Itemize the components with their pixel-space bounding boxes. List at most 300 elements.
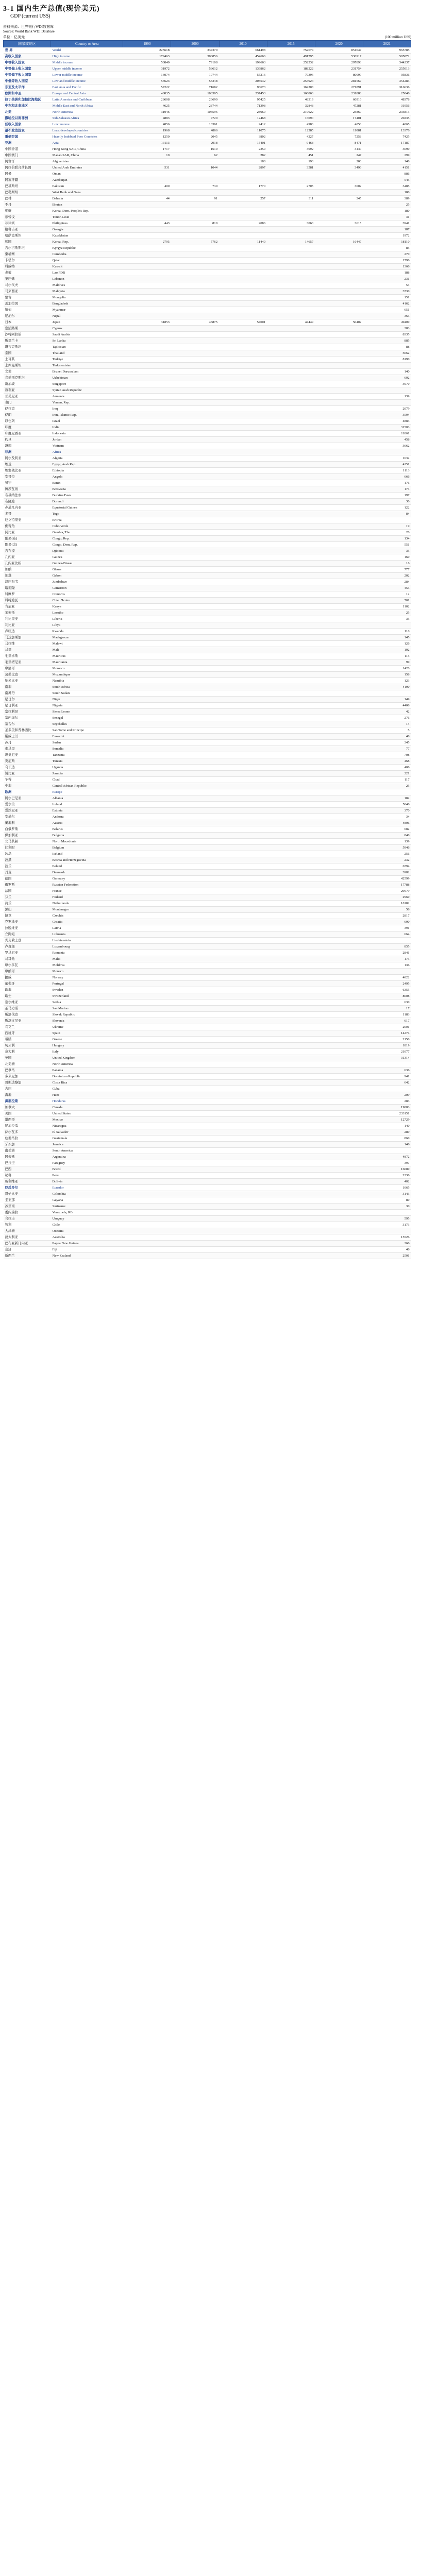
- gdp-value-cell: [171, 833, 219, 839]
- gdp-value-cell: [171, 573, 219, 579]
- gdp-value-cell: [315, 1179, 363, 1185]
- table-row: [4, 629, 411, 635]
- gdp-value-cell: [171, 962, 219, 969]
- gdp-value-cell: [123, 1105, 171, 1111]
- gdp-value-cell: [267, 697, 315, 703]
- table-row: [4, 802, 411, 808]
- table-row: [4, 684, 411, 690]
- country-name-en: Congo, Rep.: [51, 536, 123, 542]
- gdp-value-cell: [171, 999, 219, 1006]
- gdp-value-cell: [219, 214, 267, 221]
- gdp-value-cell: 31853: [123, 319, 171, 326]
- country-name-cn: 阿根廷: [4, 1154, 51, 1160]
- table-row: [4, 585, 411, 591]
- gdp-value-cell: [315, 1105, 363, 1111]
- gdp-value-cell: [315, 1166, 363, 1173]
- gdp-value-cell: [315, 1253, 363, 1259]
- gdp-value-cell: [267, 826, 315, 833]
- gdp-value-cell: [267, 1234, 315, 1241]
- gdp-value-cell: [219, 227, 267, 233]
- gdp-value-cell: [219, 1142, 267, 1148]
- country-name-cn: 西班牙: [4, 1030, 51, 1037]
- country-name-en: Nicaragua: [51, 1123, 123, 1129]
- gdp-value-cell: [315, 826, 363, 833]
- gdp-value-cell: [123, 987, 171, 993]
- gdp-value-cell: [315, 437, 363, 443]
- gdp-value-cell: 3485: [363, 183, 411, 190]
- country-name-cn: 利比里亚: [4, 616, 51, 622]
- gdp-value-cell: [171, 480, 219, 486]
- gdp-value-cell: [171, 956, 219, 962]
- gdp-value-cell: [219, 808, 267, 814]
- gdp-value-cell: [171, 894, 219, 901]
- table-row: [4, 103, 411, 109]
- gdp-value-cell: 53612: [171, 66, 219, 72]
- gdp-value-cell: 3594: [363, 412, 411, 418]
- gdp-value-cell: 337370: [171, 47, 219, 54]
- header-cell: 2020: [315, 41, 363, 47]
- table-row: [4, 1197, 411, 1204]
- country-name-en: Argentina: [51, 1154, 123, 1160]
- gdp-value-cell: [219, 1234, 267, 1241]
- country-name-en: Nigeria: [51, 703, 123, 709]
- table-row: [4, 703, 411, 709]
- gdp-value-cell: [267, 876, 315, 882]
- country-name-cn: 伊朗: [4, 412, 51, 418]
- gdp-value-cell: [123, 412, 171, 418]
- gdp-value-cell: 160: [363, 554, 411, 561]
- gdp-value-cell: [123, 251, 171, 258]
- gdp-value-cell: [123, 1191, 171, 1197]
- country-name-en: Moldova: [51, 962, 123, 969]
- gdp-value-cell: [171, 659, 219, 666]
- gdp-value-cell: [267, 1166, 315, 1173]
- gdp-value-cell: 3730: [363, 289, 411, 295]
- country-name-cn: 圣马力诺: [4, 1006, 51, 1012]
- gdp-value-cell: [315, 839, 363, 845]
- gdp-value-cell: [315, 1129, 363, 1136]
- gdp-value-cell: [171, 1216, 219, 1222]
- gdp-value-cell: [123, 536, 171, 542]
- gdp-value-cell: [267, 548, 315, 554]
- gdp-value-cell: 136: [363, 962, 411, 969]
- country-name-cn: 斐济: [4, 1247, 51, 1253]
- gdp-value-cell: [123, 554, 171, 561]
- gdp-value-cell: [171, 455, 219, 462]
- gdp-value-cell: [219, 301, 267, 307]
- table-row: [4, 418, 411, 425]
- gdp-value-cell: [219, 863, 267, 870]
- gdp-value-cell: [267, 381, 315, 387]
- gdp-value-cell: [315, 746, 363, 752]
- table-row: [4, 1228, 411, 1234]
- country-name-en: Ecuador: [51, 1185, 123, 1191]
- country-name-en: Mali: [51, 647, 123, 653]
- country-name-en: Czechia: [51, 913, 123, 919]
- gdp-value-cell: 3496: [315, 165, 363, 171]
- gdp-value-cell: [123, 276, 171, 282]
- gdp-value-cell: 166866: [267, 91, 315, 97]
- gdp-value-cell: [267, 369, 315, 375]
- gdp-value-cell: 231: [363, 276, 411, 282]
- table-row: [4, 134, 411, 140]
- gdp-value-cell: [219, 1222, 267, 1228]
- gdp-value-cell: 149: [363, 697, 411, 703]
- gdp-value-cell: [315, 214, 363, 221]
- gdp-value-cell: [267, 517, 315, 523]
- country-name-cn: 洪都拉斯: [4, 1098, 51, 1105]
- gdp-value-cell: [219, 406, 267, 412]
- country-name-en: Lower middle income: [51, 72, 123, 78]
- table-row: [4, 845, 411, 851]
- country-name-cn: 圣多美和普林西比: [4, 727, 51, 734]
- gdp-value-cell: [315, 697, 363, 703]
- table-row: [4, 888, 411, 894]
- country-name-cn: 多哥: [4, 511, 51, 517]
- country-name-en: Singapore: [51, 381, 123, 387]
- gdp-value-cell: [219, 1185, 267, 1191]
- gdp-value-cell: 2817: [363, 913, 411, 919]
- gdp-value-cell: [315, 1241, 363, 1247]
- gdp-value-cell: [123, 338, 171, 344]
- gdp-value-cell: 99: [363, 659, 411, 666]
- table-row: [4, 1154, 411, 1160]
- gdp-value-cell: [171, 418, 219, 425]
- gdp-value-cell: 3063: [267, 221, 315, 227]
- table-row: [4, 536, 411, 542]
- gdp-value-cell: 4822: [363, 975, 411, 981]
- country-name-cn: 高收入国家: [4, 54, 51, 60]
- country-name-en: Pakistan: [51, 183, 123, 190]
- gdp-value-cell: [315, 795, 363, 802]
- gdp-value-cell: [171, 622, 219, 629]
- table-row: [4, 548, 411, 554]
- table-row: [4, 950, 411, 956]
- gdp-value-cell: [267, 313, 315, 319]
- country-name-cn: 比利时: [4, 845, 51, 851]
- gdp-value-cell: [267, 573, 315, 579]
- gdp-value-cell: [219, 1253, 267, 1259]
- gdp-value-cell: 54: [363, 282, 411, 289]
- gdp-value-cell: [315, 833, 363, 839]
- gdp-value-cell: 7258: [315, 134, 363, 140]
- gdp-value-cell: 8471: [315, 140, 363, 146]
- gdp-value-cell: [267, 715, 315, 721]
- gdp-value-cell: 2501: [363, 1253, 411, 1259]
- country-name-cn: 多米尼加: [4, 1074, 51, 1080]
- country-name-cn: 巴西: [4, 1166, 51, 1173]
- gdp-value-cell: [123, 1061, 171, 1067]
- gdp-value-cell: [123, 1154, 171, 1160]
- gdp-value-cell: [267, 969, 315, 975]
- country-name-en: Belgium: [51, 845, 123, 851]
- gdp-value-cell: [123, 400, 171, 406]
- country-name-en: Somalia: [51, 746, 123, 752]
- table-row: [4, 437, 411, 443]
- gdp-value-cell: [219, 956, 267, 962]
- table-row: [4, 264, 411, 270]
- gdp-value-cell: [171, 1061, 219, 1067]
- table-row: [4, 1061, 411, 1067]
- gdp-value-cell: [219, 907, 267, 913]
- gdp-value-cell: 48: [363, 734, 411, 740]
- gdp-value-cell: 344237: [363, 60, 411, 66]
- gdp-value-cell: [171, 1006, 219, 1012]
- country-name-en: Liechtenstein: [51, 938, 123, 944]
- gdp-value-cell: [219, 523, 267, 530]
- gdp-value-cell: [267, 833, 315, 839]
- table-row: [4, 1074, 411, 1080]
- gdp-value-cell: [171, 1241, 219, 1247]
- gdp-value-cell: [363, 400, 411, 406]
- gdp-value-cell: [171, 437, 219, 443]
- gdp-value-cell: [267, 783, 315, 789]
- country-name-en: Lao PDR: [51, 270, 123, 276]
- gdp-value-cell: [267, 1173, 315, 1179]
- gdp-value-cell: [267, 604, 315, 610]
- country-name-en: Cabo Verde: [51, 523, 123, 530]
- gdp-value-cell: [123, 826, 171, 833]
- gdp-value-cell: [315, 233, 363, 239]
- gdp-value-cell: [123, 295, 171, 301]
- gdp-value-cell: [315, 1160, 363, 1166]
- gdp-value-cell: 692: [363, 375, 411, 381]
- gdp-value-cell: 2001: [363, 1024, 411, 1030]
- country-name-cn: 挪威: [4, 975, 51, 981]
- country-name-en: Russian Federation: [51, 882, 123, 888]
- table-row: [4, 60, 411, 66]
- country-name-cn: 约旦: [4, 437, 51, 443]
- table-row: [4, 301, 411, 307]
- gdp-value-cell: [123, 870, 171, 876]
- gdp-value-cell: [219, 1123, 267, 1129]
- country-name-en: Panama: [51, 1067, 123, 1074]
- country-name-cn: 安哥拉: [4, 474, 51, 480]
- gdp-value-cell: 25: [363, 783, 411, 789]
- table-row: [4, 1173, 411, 1179]
- country-name-cn: 北马其顿: [4, 839, 51, 845]
- table-row: [4, 400, 411, 406]
- gdp-value-cell: [219, 894, 267, 901]
- gdp-value-cell: [315, 857, 363, 863]
- country-name-en: Low income: [51, 122, 123, 128]
- gdp-value-cell: 231888: [315, 91, 363, 97]
- gdp-value-cell: [219, 412, 267, 418]
- country-name-en: Sao Tome and Principe: [51, 727, 123, 734]
- gdp-value-cell: [219, 264, 267, 270]
- table-title-cn: 3-1 国内生产总值(现价美元): [3, 5, 100, 13]
- unit-row: [3, 35, 411, 40]
- country-name-en: Senegal: [51, 715, 123, 721]
- gdp-value-cell: [315, 635, 363, 641]
- gdp-value-cell: [315, 548, 363, 554]
- country-name-en: Jamaica: [51, 1142, 123, 1148]
- gdp-value-cell: 35: [363, 616, 411, 622]
- gdp-value-cell: [171, 734, 219, 740]
- gdp-value-cell: [267, 944, 315, 950]
- gdp-value-cell: [219, 1012, 267, 1018]
- gdp-value-cell: [315, 375, 363, 381]
- gdp-value-cell: [171, 758, 219, 765]
- gdp-value-cell: [171, 270, 219, 276]
- table-row: [4, 863, 411, 870]
- gdp-value-cell: [219, 443, 267, 449]
- gdp-value-cell: [267, 635, 315, 641]
- gdp-value-cell: [171, 1012, 219, 1018]
- gdp-value-cell: [171, 289, 219, 295]
- country-name-en: Germany: [51, 876, 123, 882]
- country-name-en: Kyrgyz Republic: [51, 245, 123, 251]
- gdp-value-cell: [267, 542, 315, 548]
- country-name-en: Algeria: [51, 455, 123, 462]
- gdp-value-cell: 84: [363, 511, 411, 517]
- table-row: [4, 115, 411, 122]
- country-name-cn: 毛里求斯: [4, 653, 51, 659]
- gdp-value-cell: 3970: [363, 381, 411, 387]
- table-row: [4, 406, 411, 412]
- country-name-en: Guinea-Bissau: [51, 561, 123, 567]
- gdp-value-cell: [219, 610, 267, 616]
- gdp-value-cell: [171, 591, 219, 598]
- country-name-en: Finland: [51, 894, 123, 901]
- gdp-value-cell: 4883: [363, 418, 411, 425]
- gdp-value-cell: 180: [363, 208, 411, 214]
- gdp-value-cell: [315, 573, 363, 579]
- gdp-value-cell: [267, 727, 315, 734]
- gdp-value-cell: [315, 925, 363, 931]
- gdp-value-cell: 840: [363, 833, 411, 839]
- table-row: [4, 814, 411, 820]
- gdp-value-cell: [315, 245, 363, 251]
- country-name-cn: 危地马拉: [4, 1136, 51, 1142]
- gdp-value-cell: 283: [363, 1098, 411, 1105]
- gdp-value-cell: [267, 647, 315, 653]
- country-name-en: Poland: [51, 863, 123, 870]
- gdp-value-cell: [123, 381, 171, 387]
- gdp-value-cell: [171, 233, 219, 239]
- gdp-value-cell: 11081: [315, 128, 363, 134]
- country-name-cn: 加拿大: [4, 1105, 51, 1111]
- country-name-cn: 塞浦路斯: [4, 326, 51, 332]
- gdp-value-cell: [219, 486, 267, 493]
- gdp-value-cell: [267, 808, 315, 814]
- country-name-en: Bolivia: [51, 1179, 123, 1185]
- table-row: [4, 338, 411, 344]
- gdp-value-cell: [123, 857, 171, 863]
- country-name-cn: 苏里南: [4, 1204, 51, 1210]
- gdp-value-cell: [363, 938, 411, 944]
- country-name-en: United Kingdom: [51, 1055, 123, 1061]
- gdp-value-cell: [219, 1129, 267, 1136]
- gdp-value-cell: [267, 338, 315, 344]
- table-row: [4, 622, 411, 629]
- table-row: [4, 981, 411, 987]
- gdp-value-cell: [363, 517, 411, 523]
- table-row: [4, 795, 411, 802]
- gdp-value-cell: 25: [363, 202, 411, 208]
- gdp-value-cell: [315, 208, 363, 214]
- gdp-value-cell: [315, 993, 363, 999]
- gdp-value-cell: [123, 913, 171, 919]
- gdp-value-cell: [123, 734, 171, 740]
- country-name-cn: 圭亚那: [4, 1197, 51, 1204]
- gdp-value-cell: [171, 468, 219, 474]
- gdp-value-cell: [267, 1074, 315, 1080]
- gdp-value-cell: 4251: [363, 462, 411, 468]
- gdp-value-cell: [123, 999, 171, 1006]
- country-name-cn: 秘鲁: [4, 1173, 51, 1179]
- country-name-cn: 缅甸: [4, 307, 51, 313]
- gdp-value-cell: 44: [123, 196, 171, 202]
- gdp-value-cell: [315, 1006, 363, 1012]
- country-name-cn: 加蓬: [4, 573, 51, 579]
- table-row: [4, 183, 411, 190]
- gdp-value-cell: 34: [363, 814, 411, 820]
- gdp-value-cell: 151: [363, 295, 411, 301]
- table-row: [4, 573, 411, 579]
- gdp-value-cell: 1972: [363, 233, 411, 239]
- gdp-value-cell: 126: [363, 641, 411, 647]
- gdp-value-cell: [315, 659, 363, 666]
- gdp-value-cell: [219, 777, 267, 783]
- table-row: [4, 1098, 411, 1105]
- gdp-value-cell: [267, 171, 315, 177]
- gdp-value-cell: [267, 987, 315, 993]
- gdp-value-cell: [267, 344, 315, 350]
- country-name-en: Bangladesh: [51, 301, 123, 307]
- country-name-cn: 斯洛文尼亚: [4, 1018, 51, 1024]
- gdp-value-cell: 2236: [363, 1173, 411, 1179]
- country-name-cn: 黑山: [4, 907, 51, 913]
- country-name-en: North America: [51, 109, 123, 115]
- country-name-en: Spain: [51, 1030, 123, 1037]
- gdp-value-cell: [171, 888, 219, 894]
- country-name-en: Haiti: [51, 1092, 123, 1098]
- country-name-cn: 最不发达国家: [4, 128, 51, 134]
- gdp-value-cell: [315, 845, 363, 851]
- table-row: [4, 202, 411, 208]
- gdp-value-cell: 5062: [363, 350, 411, 357]
- country-name-en: Sub-Saharan Africa: [51, 115, 123, 122]
- gdp-value-cell: [315, 808, 363, 814]
- table-row: [4, 474, 411, 480]
- table-row: [4, 295, 411, 301]
- gdp-value-cell: 491795: [267, 54, 315, 60]
- gdp-value-cell: [123, 863, 171, 870]
- gdp-value-cell: 233151: [363, 1111, 411, 1117]
- gdp-value-cell: [267, 1037, 315, 1043]
- gdp-value-cell: [171, 1024, 219, 1030]
- gdp-value-cell: [315, 870, 363, 876]
- country-name-cn: 古巴: [4, 1086, 51, 1092]
- gdp-value-cell: [267, 672, 315, 678]
- gdp-value-cell: [171, 208, 219, 214]
- gdp-value-cell: [267, 567, 315, 573]
- table-row: [4, 931, 411, 938]
- table-row: [4, 758, 411, 765]
- gdp-value-cell: [267, 1204, 315, 1210]
- table-row: [4, 659, 411, 666]
- table-row: [4, 938, 411, 944]
- country-name-cn: 爱沙尼亚: [4, 808, 51, 814]
- country-name-en: Honduras: [51, 1098, 123, 1105]
- gdp-value-cell: [171, 313, 219, 319]
- gdp-value-cell: [219, 344, 267, 350]
- gdp-value-cell: 6794: [363, 863, 411, 870]
- gdp-value-cell: [267, 387, 315, 394]
- table-row: [4, 523, 411, 530]
- country-name-cn: 叙利亚: [4, 387, 51, 394]
